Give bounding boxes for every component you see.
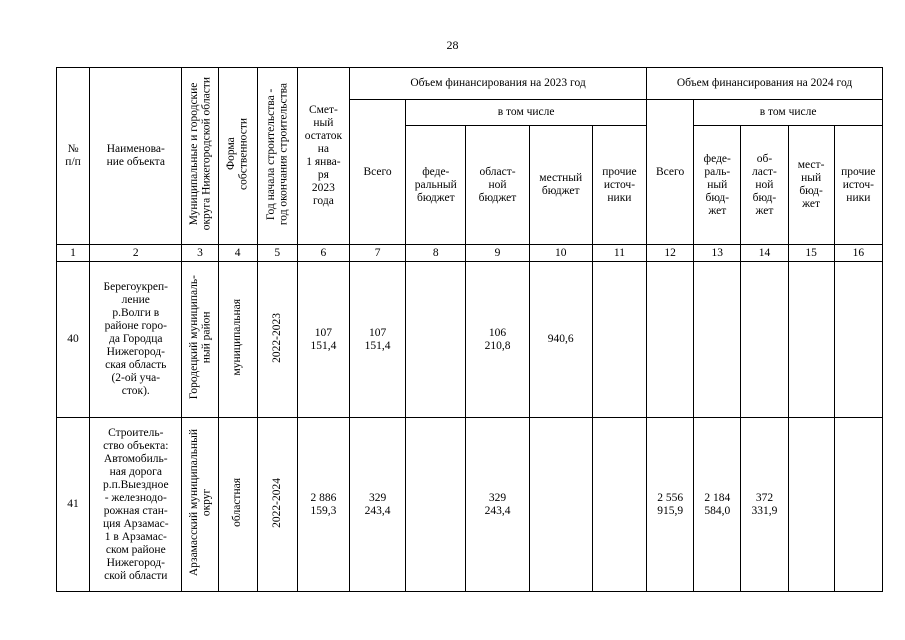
column-number: 1	[57, 245, 90, 262]
mest-2024	[788, 418, 834, 592]
header-group-2023: Объем финансирования на 2023 год	[350, 68, 647, 100]
header-district-cell	[182, 68, 218, 245]
construction-years: 2022-2024	[271, 477, 283, 528]
years-cell	[257, 262, 297, 418]
estimate-balance: 2 886 159,3	[297, 418, 349, 592]
total-2023: 329 243,4	[350, 418, 406, 592]
fed-2024	[694, 262, 741, 418]
header-total-2024: Всего	[647, 100, 694, 245]
header-proch-2023: прочие источ- ники	[592, 126, 646, 245]
header-district: Муниципальные и городские округа Нижегородской области	[187, 77, 212, 231]
fed-2023	[406, 262, 466, 418]
header-group-2024: Объем финансирования на 2024 год	[647, 68, 883, 100]
mest-2023: 940,6	[529, 262, 592, 418]
ownership: областная	[231, 478, 244, 527]
column-number: 6	[297, 245, 349, 262]
row-num: 41	[57, 418, 90, 592]
row-num: 40	[57, 262, 90, 418]
column-number: 9	[466, 245, 529, 262]
proch-2023	[592, 262, 646, 418]
column-number: 13	[694, 245, 741, 262]
header-mest-2023: местный бюджет	[529, 126, 592, 245]
fed-2023	[406, 418, 466, 592]
column-number: 12	[647, 245, 694, 262]
total-2024	[647, 262, 694, 418]
proch-2023	[592, 418, 646, 592]
header-row-1	[57, 68, 883, 100]
district-cell	[182, 262, 218, 418]
years-cell	[257, 418, 297, 592]
obl-2023: 329 243,4	[466, 418, 529, 592]
header-years-cell	[257, 68, 297, 245]
ownership-cell	[218, 262, 257, 418]
header-vtom-2024: в том числе	[694, 100, 883, 126]
column-number-row	[57, 245, 883, 262]
column-number: 11	[592, 245, 646, 262]
mest-2024	[788, 262, 834, 418]
column-number: 16	[834, 245, 882, 262]
column-number: 10	[529, 245, 592, 262]
header-vtom-2023: в том числе	[406, 100, 647, 126]
page-number: 28	[446, 38, 459, 52]
column-number: 7	[350, 245, 406, 262]
header-name: Наименова- ние объекта	[90, 68, 182, 245]
ownership-cell	[218, 418, 257, 592]
column-number: 14	[741, 245, 788, 262]
header-obl-2023: област- ной бюджет	[466, 126, 529, 245]
header-ownership-cell	[218, 68, 257, 245]
construction-years: 2022-2023	[271, 312, 283, 363]
district-cell	[182, 418, 218, 592]
fed-2024: 2 184 584,0	[694, 418, 741, 592]
header-proch-2024: прочие источ- ники	[834, 126, 882, 245]
obl-2024: 372 331,9	[741, 418, 788, 592]
header-years: Год начала строительства - год окончания строительства	[264, 82, 290, 226]
district: Арзамасский муниципальный округ	[187, 428, 212, 577]
obl-2023: 106 210,8	[466, 262, 529, 418]
ownership: муниципальная	[231, 299, 244, 376]
mest-2023	[529, 418, 592, 592]
header-fed-2023: феде- ральный бюджет	[406, 126, 466, 245]
header-total-2023: Всего	[350, 100, 406, 245]
header-estimate: Смет- ный остаток на 1 янва- ря 2023 года	[297, 68, 349, 245]
object-name: Строитель- ство объекта: Автомобиль- ная дорога р.п.Выездное - железнодо- рожная стан- ция Арзамас- 1 в Арзамас- ском районе Нижегород- ской области	[90, 418, 182, 592]
column-number: 15	[788, 245, 834, 262]
header-num: № п/п	[57, 68, 90, 245]
header-ownership: Форма собственности	[225, 118, 250, 190]
total-2024: 2 556 915,9	[647, 418, 694, 592]
table-row	[57, 262, 883, 418]
column-number: 4	[218, 245, 257, 262]
proch-2024	[834, 418, 882, 592]
total-2023: 107 151,4	[350, 262, 406, 418]
financing-table	[56, 67, 883, 592]
obl-2024	[741, 262, 788, 418]
header-fed-2024: феде- раль- ный бюд- жет	[694, 126, 741, 245]
table-row	[57, 418, 883, 592]
column-number: 3	[182, 245, 218, 262]
column-number: 2	[90, 245, 182, 262]
header-obl-2024: об- ласт- ной бюд- жет	[741, 126, 788, 245]
column-number: 8	[406, 245, 466, 262]
object-name: Берегоукреп- ление р.Волги в районе горо- да Городца Нижегород- ская область (2-ой уча- сток).	[90, 262, 182, 418]
column-number: 5	[257, 245, 297, 262]
district: Городецкий муниципаль- ный район	[187, 275, 212, 400]
header-mest-2024: мест- ный бюд- жет	[788, 126, 834, 245]
estimate-balance: 107 151,4	[297, 262, 349, 418]
proch-2024	[834, 262, 882, 418]
